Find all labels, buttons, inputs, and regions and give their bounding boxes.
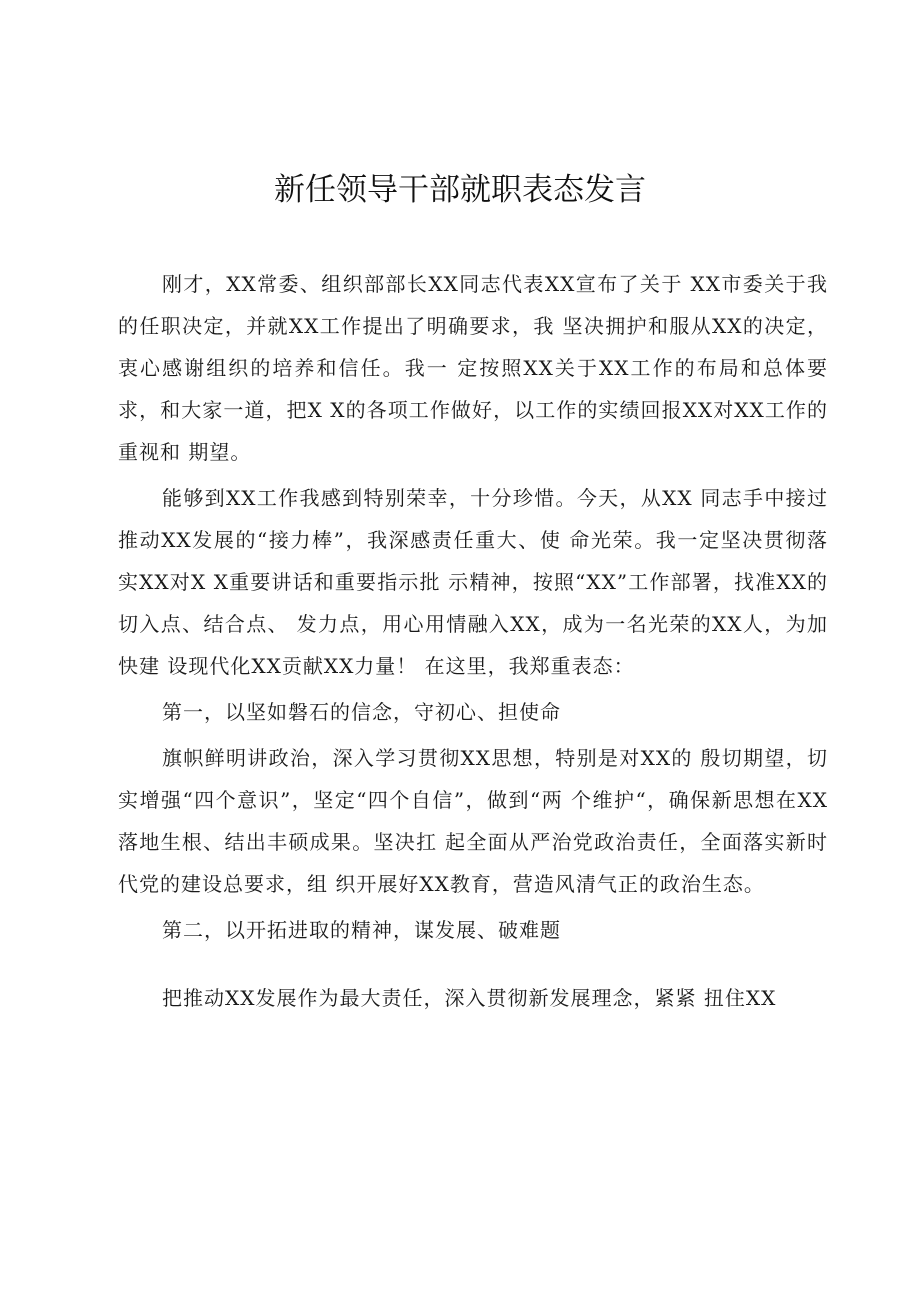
section-heading-1: 第一，以坚如磐石的信念，守初心、担使命 <box>162 700 561 724</box>
document-body <box>118 263 828 1019</box>
section-heading-2: 第二，以开拓进取的精神，谋发展、破难题 <box>162 918 561 942</box>
paragraph-4: 把推动XX发展作为最大责任，深入贯彻新发展理念，紧紧 扭住XX <box>162 986 777 1010</box>
paragraph-1: 刚才，XX常委、组织部部长XX同志代表XX宣布了关于 XX市委关于我的任职决定，并就XX工作提出了明确要求，我 坚决拥护和服从XX的决定，衷心感谢组织的培养和信任。我一 定按照XX关于XX工作的布局和总体要求，和大家一道，把X X的各项工作做好，以工作的实绩回报XX对XX工作的重视和 期望。 <box>118 272 828 464</box>
paragraph-3: 旗帜鲜明讲政治，深入学习贯彻XX思想，特别是对XX的 殷切期望，切实增强“四个意识”，坚定“四个自信”，做到“两 个维护“，确保新思想在XX落地生根、结出丰硕成果。坚决扛 起全面从严治党政治责任，全面落实新时代党的建设总要求，组 织开展好XX教育，营造风清气正的政治生态。 <box>118 746 828 896</box>
paragraph-2: 能够到XX工作我感到特别荣幸，十分珍惜。今天，从XX 同志手中接过推动XX发展的“接力棒”，我深感责任重大、使 命光荣。我一定坚决贯彻落实XX对X X重要讲话和重要指示批 示精神，按照“XX”工作部署，找准XX的切入点、结合点、 发力点，用心用情融入XX，成为一名光荣的XX人，为加快建 设现代化XX贡献XX力量！ 在这里，我郑重表态： <box>118 486 828 678</box>
document-title: 新任领导干部就职表态发言 <box>274 172 646 208</box>
